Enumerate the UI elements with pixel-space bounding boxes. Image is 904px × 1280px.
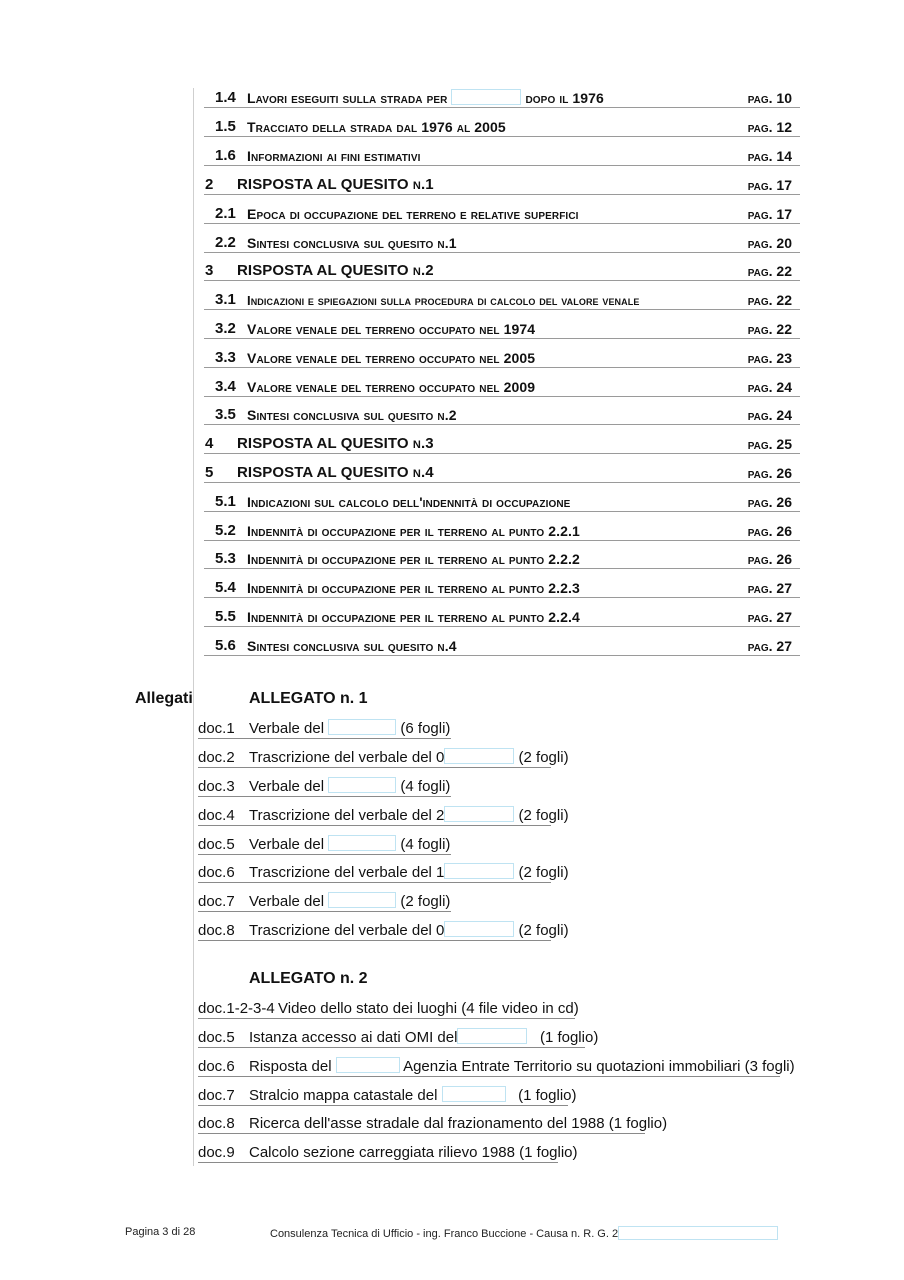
toc-entry-5-4[interactable]: [204, 579, 800, 598]
redaction-box: [444, 921, 514, 937]
toc-entry-page: pag. 10: [747, 90, 792, 106]
doc-description: Calcolo sezione carreggiata rilievo 1988 (1 foglio): [249, 1144, 578, 1161]
toc-entry-number: 3.1: [215, 291, 236, 308]
allegato-1-doc[interactable]: [198, 863, 569, 883]
toc-entry-number: 3.5: [215, 406, 236, 423]
toc-entry-5[interactable]: [204, 464, 800, 483]
toc-entry-1-4[interactable]: [204, 89, 800, 108]
toc-entry-number: 5.2: [215, 522, 236, 539]
toc-entry-page: pag. 27: [747, 638, 792, 654]
allegato-1-doc[interactable]: [198, 748, 569, 768]
toc-entry-title: Tracciato della strada dal 1976 al 2005: [247, 119, 506, 135]
doc-number: doc.5: [198, 1029, 235, 1046]
toc-entry-page: pag. 26: [747, 494, 792, 510]
redaction-box: [328, 835, 396, 851]
toc-entry-title: Indennità di occupazione per il terreno al punto 2.2.3: [247, 580, 580, 596]
toc-entry-3-5[interactable]: [204, 406, 800, 425]
redaction-box: [444, 863, 514, 879]
toc-entry-number: 3.4: [215, 378, 236, 395]
doc-description: Verbale del (4 fogli): [249, 836, 451, 853]
toc-entry-number: 4: [205, 435, 214, 452]
toc-entry-page: pag. 26: [747, 523, 792, 539]
allegato-1-doc[interactable]: [198, 719, 451, 739]
toc-entry-page: pag. 17: [747, 206, 792, 222]
allegato-1-doc[interactable]: [198, 806, 569, 826]
toc-entry-title: Sintesi conclusiva sul quesito n.2: [247, 407, 457, 423]
toc-entry-title: Sintesi conclusiva sul quesito n.1: [247, 235, 457, 251]
doc-description: Risposta del Agenzia Entrate Territorio su quotazioni immobiliari (3 fogli): [249, 1058, 795, 1075]
toc-entry-page: pag. 26: [747, 551, 792, 567]
toc-entry-number: 2.2: [215, 234, 236, 251]
redaction-box: [451, 89, 521, 105]
allegato-2-doc[interactable]: [198, 1057, 795, 1077]
allegato-2-doc[interactable]: [198, 1086, 577, 1106]
footer-page-number: Pagina 3 di 28: [125, 1226, 196, 1238]
toc-entry-3-4[interactable]: [204, 378, 800, 397]
toc-entry-5-6[interactable]: [204, 637, 800, 656]
doc-number: doc.3: [198, 778, 235, 795]
toc-entry-page: pag. 23: [747, 350, 792, 366]
redaction-box: [328, 777, 396, 793]
allegato-1-doc[interactable]: [198, 921, 569, 941]
footer-case-reference: Consulenza Tecnica di Ufficio - ing. Franco Buccione - Causa n. R. G. 2: [270, 1226, 778, 1240]
redaction-box: [336, 1057, 400, 1073]
toc-entry-page: pag. 22: [747, 321, 792, 337]
doc-description: Trascrizione del verbale del 1 (2 fogli): [249, 864, 569, 881]
toc-entry-page: pag. 27: [747, 580, 792, 596]
redaction-box: [457, 1028, 527, 1044]
toc-entry-3-3[interactable]: [204, 349, 800, 368]
doc-description: Verbale del (6 fogli): [249, 720, 451, 737]
allegato-1-doc[interactable]: [198, 892, 451, 912]
doc-description: Trascrizione del verbale del 0 (2 fogli): [249, 749, 569, 766]
allegati-label: Allegati: [135, 690, 193, 707]
toc-entry-2[interactable]: [204, 176, 800, 195]
toc-entry-number: 5.6: [215, 637, 236, 654]
left-margin-rule: [193, 88, 194, 1166]
doc-description: Verbale del (2 fogli): [249, 893, 451, 910]
doc-number: doc.2: [198, 749, 235, 766]
toc-entry-page: pag. 22: [747, 292, 792, 308]
doc-description: Trascrizione del verbale del 2 (2 fogli): [249, 807, 569, 824]
toc-entry-title: Indennità di occupazione per il terreno al punto 2.2.4: [247, 609, 580, 625]
toc-entry-page: pag. 26: [747, 465, 792, 481]
allegato-2-doc[interactable]: [198, 1028, 599, 1048]
toc-entry-number: 5.5: [215, 608, 236, 625]
redaction-box: [328, 719, 396, 735]
doc-number: doc.7: [198, 893, 235, 910]
doc-description: Video dello stato dei luoghi (4 file video in cd): [278, 1000, 579, 1017]
toc-entry-page: pag. 20: [747, 235, 792, 251]
toc-entry-title: Epoca di occupazione del terreno e relative superfici: [247, 206, 579, 222]
toc-entry-page: pag. 27: [747, 609, 792, 625]
doc-description: Stralcio mappa catastale del (1 foglio): [249, 1087, 577, 1104]
doc-number: doc.4: [198, 807, 235, 824]
toc-entry-title: Indennità di occupazione per il terreno al punto 2.2.1: [247, 523, 580, 539]
redaction-box: [444, 748, 514, 764]
doc-number: doc.6: [198, 864, 235, 881]
toc-entry-number: 5: [205, 464, 214, 481]
toc-entry-3-1[interactable]: [204, 291, 800, 310]
toc-entry-number: 5.4: [215, 579, 236, 596]
doc-description: Trascrizione del verbale del 0 (2 fogli): [249, 922, 569, 939]
toc-entry-title: RISPOSTA AL QUESITO n.2: [237, 262, 434, 279]
toc-entry-page: pag. 14: [747, 148, 792, 164]
toc-entry-title: RISPOSTA AL QUESITO n.1: [237, 176, 434, 193]
toc-entry-title: Valore venale del terreno occupato nel 2005: [247, 350, 536, 366]
toc-entry-number: 2.1: [215, 205, 236, 222]
allegato-1-doc[interactable]: [198, 777, 451, 797]
doc-number: doc.8: [198, 1115, 235, 1132]
redaction-box: [442, 1086, 506, 1102]
toc-entry-title: RISPOSTA AL QUESITO n.4: [237, 464, 434, 481]
toc-entry-number: 5.3: [215, 550, 236, 567]
toc-entry-5-2[interactable]: [204, 522, 800, 541]
redaction-box: [328, 892, 396, 908]
toc-entry-number: 3.3: [215, 349, 236, 366]
toc-entry-2-2[interactable]: [204, 234, 800, 253]
allegato-2-doc[interactable]: [198, 1143, 578, 1163]
doc-number: doc.6: [198, 1058, 235, 1075]
toc-entry-title: RISPOSTA AL QUESITO n.3: [237, 435, 434, 452]
doc-description: Istanza accesso ai dati OMI del (1 foglio): [249, 1029, 599, 1046]
toc-entry-title: Valore venale del terreno occupato nel 2009: [247, 379, 536, 395]
toc-entry-title: Informazioni ai fini estimativi: [247, 148, 421, 164]
toc-entry-1-6[interactable]: [204, 147, 800, 166]
toc-entry-5-3[interactable]: [204, 550, 800, 569]
toc-entry-number: 3: [205, 262, 214, 279]
toc-entry-title: Indennità di occupazione per il terreno al punto 2.2.2: [247, 551, 580, 567]
allegato-2-heading: ALLEGATO n. 2: [249, 970, 368, 987]
doc-number: doc.1-2-3-4: [198, 1000, 275, 1017]
doc-description: Ricerca dell'asse stradale dal frazionamento del 1988 (1 foglio): [249, 1115, 668, 1132]
doc-number: doc.7: [198, 1087, 235, 1104]
toc-entry-number: 2: [205, 176, 214, 193]
allegato-1-heading: ALLEGATO n. 1: [249, 690, 368, 707]
toc-entry-number: 1.4: [215, 89, 236, 106]
toc-entry-title: Sintesi conclusiva sul quesito n.4: [247, 638, 457, 654]
toc-entry-page: pag. 24: [747, 379, 792, 395]
toc-entry-5-5[interactable]: [204, 608, 800, 627]
doc-description: Verbale del (4 fogli): [249, 778, 451, 795]
redaction-box: [618, 1226, 778, 1240]
toc-entry-number: 5.1: [215, 493, 236, 510]
doc-number: doc.8: [198, 922, 235, 939]
toc-entry-number: 1.6: [215, 147, 236, 164]
doc-number: doc.5: [198, 836, 235, 853]
toc-entry-page: pag. 12: [747, 119, 792, 135]
doc-number: doc.1: [198, 720, 235, 737]
toc-entry-number: 1.5: [215, 118, 236, 135]
redaction-box: [444, 806, 514, 822]
toc-entry-title: Lavori eseguiti sulla strada per dopo il 1976: [247, 90, 604, 106]
doc-number: doc.9: [198, 1144, 235, 1161]
allegato-2-doc[interactable]: [198, 999, 579, 1019]
toc-entry-title: Valore venale del terreno occupato nel 1974: [247, 321, 536, 337]
toc-entry-3[interactable]: [204, 262, 800, 281]
toc-entry-title: Indicazioni e spiegazioni sulla procedura di calcolo del valore venale: [247, 293, 640, 308]
toc-entry-1-5[interactable]: [204, 118, 800, 137]
toc-entry-page: pag. 17: [747, 177, 792, 193]
toc-entry-2-1[interactable]: [204, 205, 800, 224]
allegato-2-doc[interactable]: [198, 1114, 668, 1134]
toc-entry-4[interactable]: [204, 435, 800, 454]
toc-entry-number: 3.2: [215, 320, 236, 337]
toc-entry-page: pag. 22: [747, 263, 792, 279]
toc-entry-page: pag. 25: [747, 436, 792, 452]
allegato-1-doc[interactable]: [198, 835, 451, 855]
toc-entry-title: Indicazioni sul calcolo dell'indennità di occupazione: [247, 494, 571, 510]
toc-entry-5-1[interactable]: [204, 493, 800, 512]
toc-entry-3-2[interactable]: [204, 320, 800, 339]
toc-entry-page: pag. 24: [747, 407, 792, 423]
